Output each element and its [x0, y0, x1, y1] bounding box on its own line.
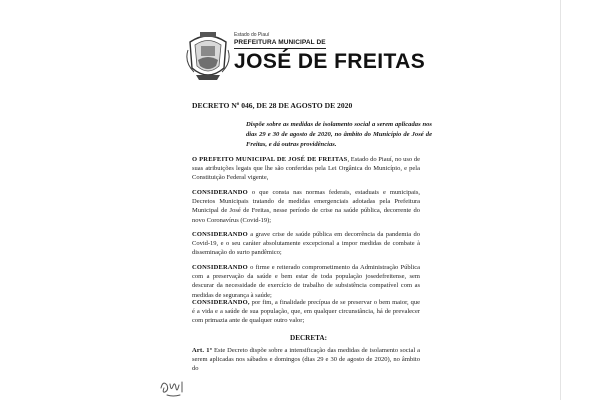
- paragraph-text: , Estado do Piauí, no uso de suas atribuições legais que lhe são conferidas pela Lei Orgânica do Município, e pela Constituição Federal vigente,: [192, 156, 420, 182]
- paragraph-lead: CONSIDERANDO: [192, 264, 248, 271]
- paragraph-preamble: [192, 155, 420, 183]
- letterhead-state: Estado do Piauí: [234, 32, 270, 38]
- paragraph-lead: CONSIDERANDO,: [192, 299, 250, 306]
- letterhead-divider: [234, 48, 326, 49]
- page-edge-shadow: [560, 0, 561, 400]
- article-text: Este Decreto dispõe sobre a intensificação das medidas de isolamento social a serem aplicadas nos sábados e domingos (dias 29 e 30 de agosto de 2020), no âmbito do: [192, 347, 420, 373]
- paragraph-text: a grave crise de saúde pública em decorrência da pandemia do Covid-19, e o seu caráter absolutamente excepcional a impor medidas de combate à disseminação do surto pandêmico;: [192, 231, 420, 257]
- paragraph-considerando-4: [192, 298, 420, 326]
- decree-ementa: Dispõe sobre as medidas de isolamento social a serem aplicadas nos dias 29 e 30 de agosto de 2020, no âmbito do Município de José de Freitas, e dá outras providências.: [246, 121, 432, 148]
- article-1: [192, 346, 420, 374]
- paragraph-text: por fim, a finalidade precípua de se preservar o bem maior, que é a vida e a saúde de sua população, que, em qualquer circunstância, há de prevalecer com primazia ante de qualquer outro valor;: [192, 299, 420, 325]
- paragraph-lead: O PREFEITO MUNICIPAL DE JOSÉ DE FREITAS: [192, 156, 348, 163]
- municipal-crest-icon: [186, 28, 230, 82]
- paragraph-considerando-1: [192, 188, 420, 225]
- paragraph-text: o que consta nas normas federais, estaduais e municipais, Decretos Municipais tratando de medidas emergenciais adotadas pela Prefeitura Municipal de José de Freitas, nesse período de crise na saúde pública, decorrente do novo Coronavírus (Covid-19);: [192, 189, 420, 224]
- paragraph-lead: CONSIDERANDO: [192, 189, 248, 196]
- paragraph-considerando-3: [192, 263, 420, 300]
- letterhead-office: PREFEITURA MUNICIPAL DE: [234, 39, 326, 46]
- decree-title: DECRETO Nº 046, DE 28 DE AGOSTO DE 2020: [192, 101, 353, 110]
- decreta-heading: DECRETA:: [290, 334, 328, 342]
- paragraph-considerando-2: [192, 230, 420, 258]
- paragraph-text: o firme e reiterado comprometimento da Administração Pública com a preservação da saúde e bem estar de toda população josedefreitense, sem descurar da necessidade de exercício de trabalho de subsistência compatível com as medidas de segurança à saúde;: [192, 264, 420, 299]
- signature-initials: [158, 376, 188, 398]
- letterhead-city: JOSÉ DE FREITAS: [234, 50, 426, 73]
- article-lead: Art. 1º: [192, 347, 213, 354]
- paragraph-lead: CONSIDERANDO: [192, 231, 248, 238]
